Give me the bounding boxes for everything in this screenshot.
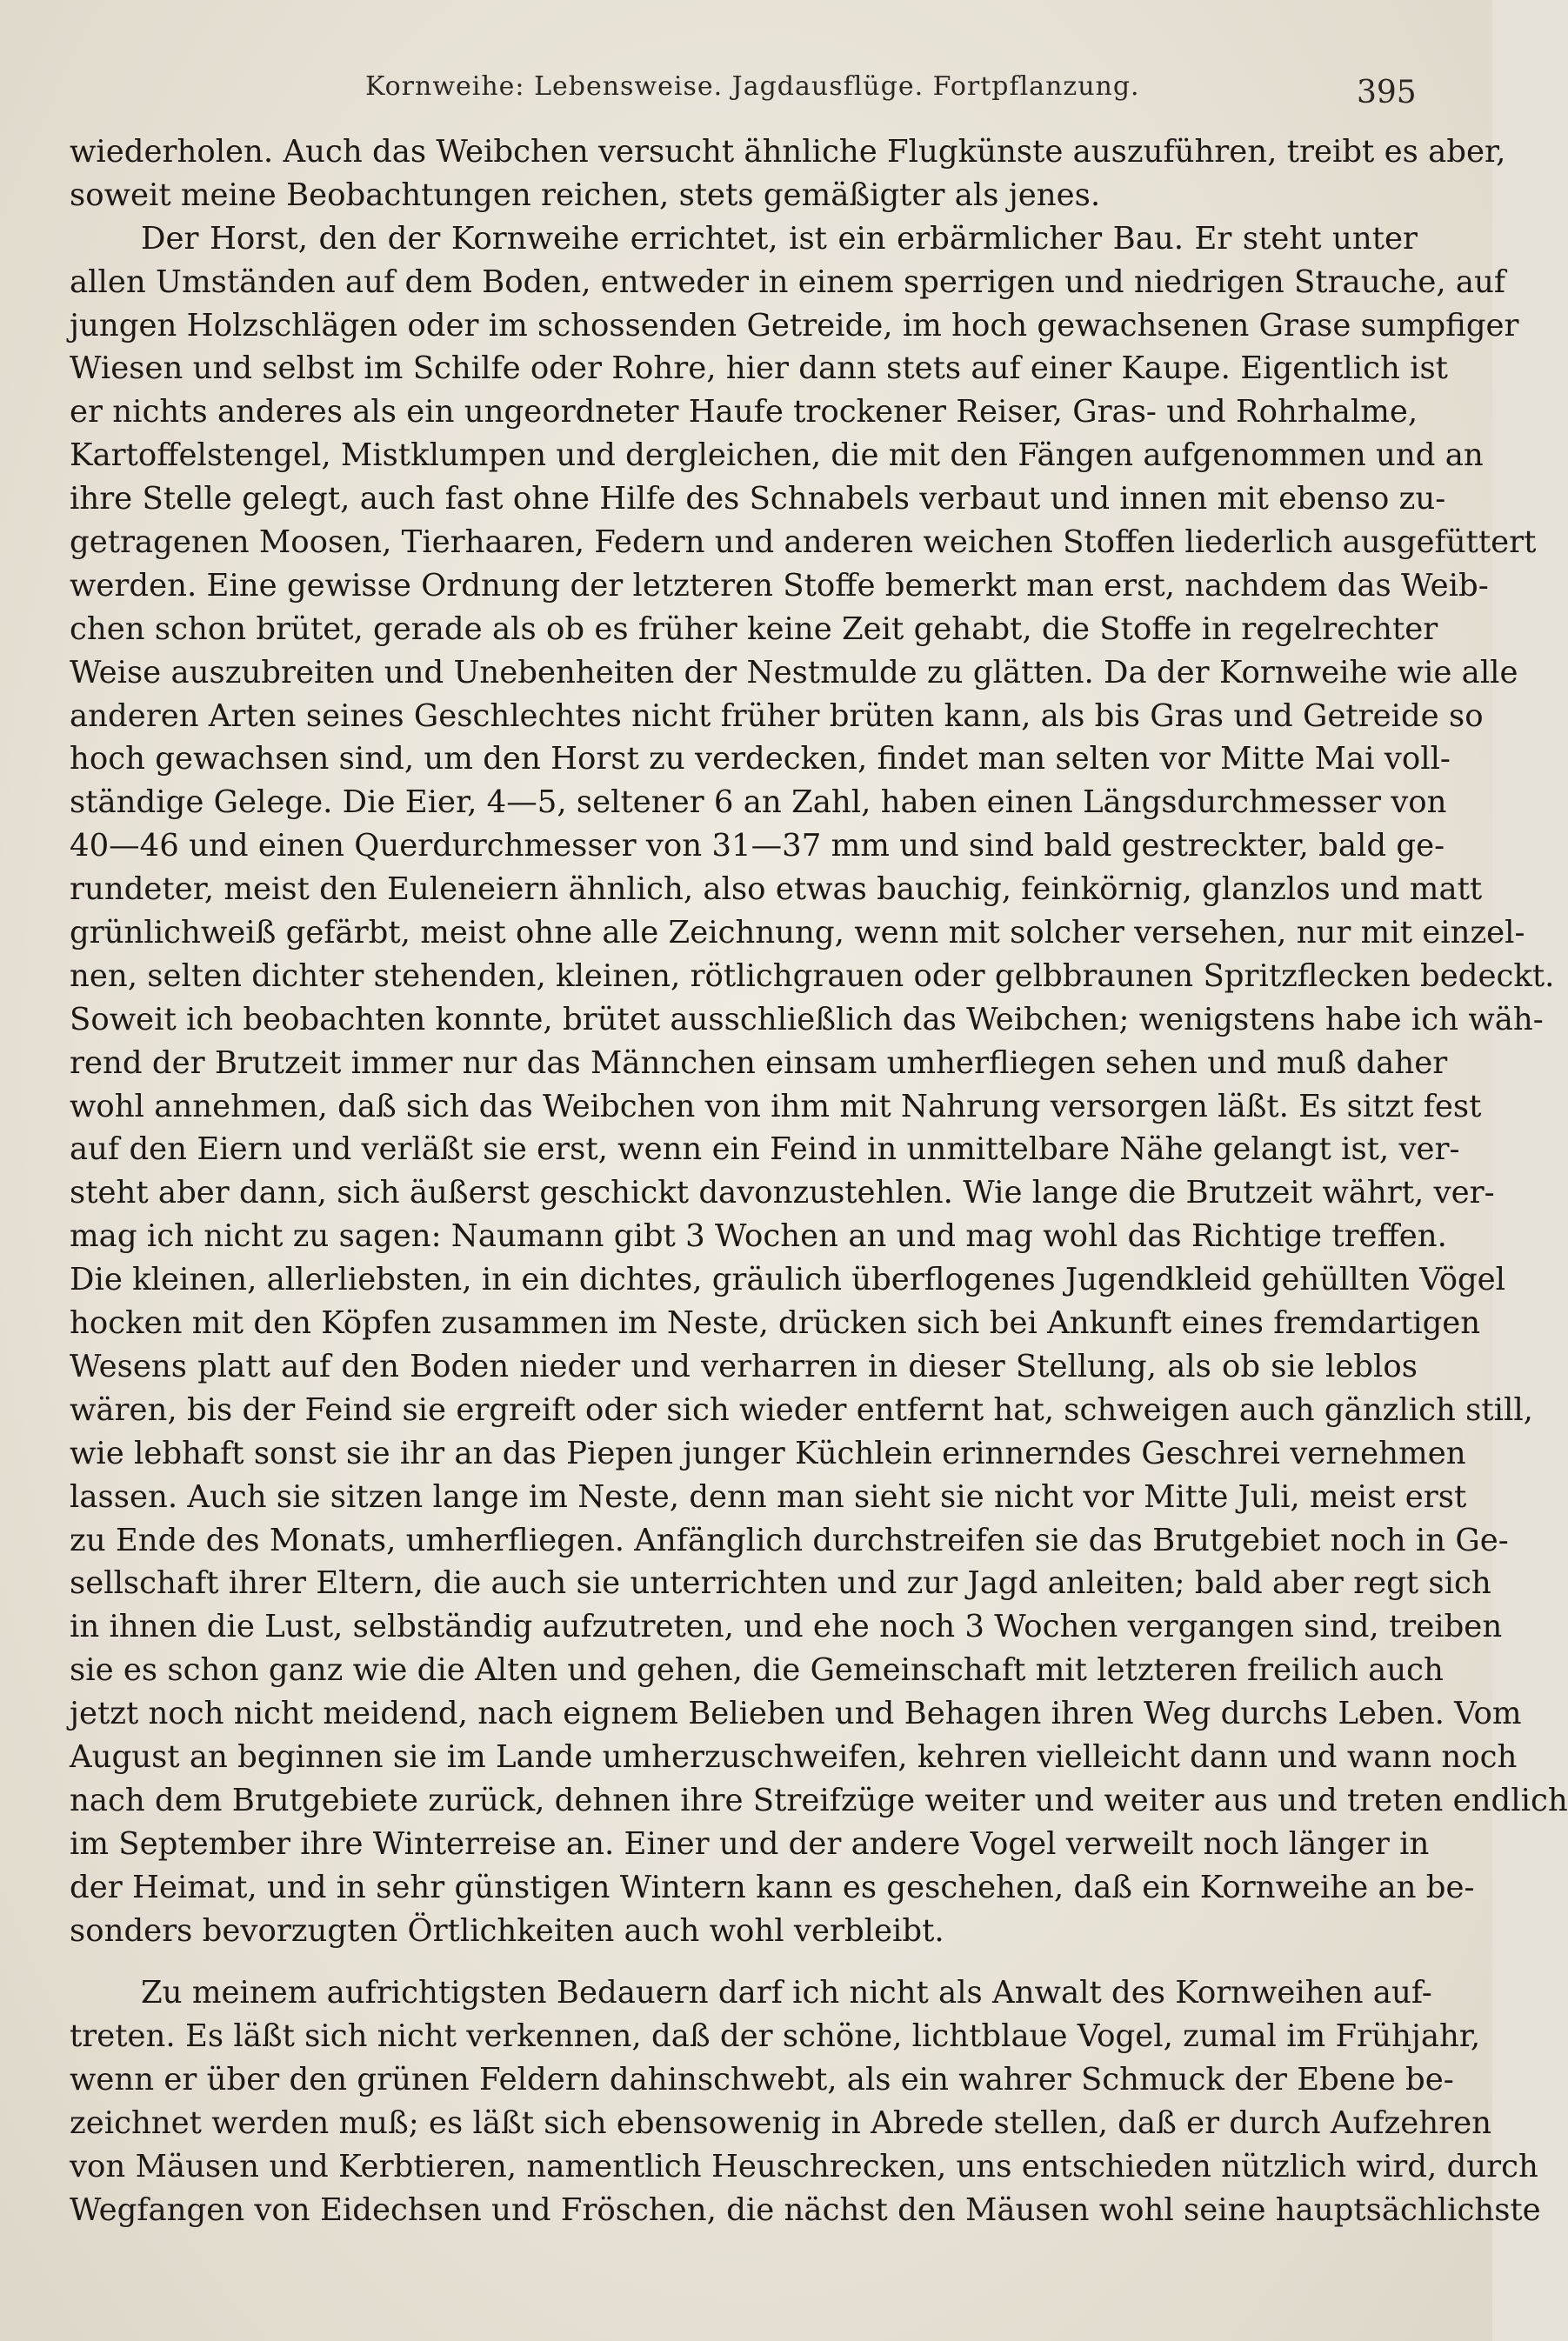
paragraph: [70, 1971, 1541, 2231]
text-line: getragenen Moosen, Tierhaaren, Federn und anderen weichen Stoffen liederlich ausgefüttert: [70, 524, 1537, 561]
text-line: Wesens platt auf den Boden nieder und verharren in dieser Stellung, als ob sie leblos: [70, 1348, 1418, 1384]
page-number: 395: [1357, 75, 1417, 110]
text-line: rend der Brutzeit immer nur das Männchen einsam umherfliegen sehen und muß daher: [70, 1044, 1448, 1081]
text-line: jungen Holzschlägen oder im schossenden Getreide, im hoch gewachsenen Grase sumpfiger: [70, 307, 1519, 343]
text-line: sonders bevorzugten Örtlichkeiten auch wohl verbleibt.: [70, 1912, 944, 1949]
text-line: mag ich nicht zu sagen: Naumann gibt 3 Wochen an und mag wohl das Richtige treffen.: [70, 1218, 1447, 1255]
text-line: auf den Eiern und verläßt sie erst, wenn ein Feind in unmittelbare Nähe gelangt ist, ver-: [70, 1131, 1460, 1168]
paragraph-gap: [70, 1952, 1418, 1971]
text-line: zu Ende des Monats, umherfliegen. Anfänglich durchstreifen sie das Brutgebiet noch in Ge-: [70, 1522, 1509, 1558]
text-line: Der Horst, den der Kornweihe errichtet, ist ein erbärmlicher Bau. Er steht unter: [141, 220, 1418, 257]
text-line: Die kleinen, allerliebsten, in ein dichtes, gräulich überflogenes Jugendkleid gehüllten Vögel: [70, 1262, 1506, 1298]
text-line: allen Umständen auf dem Boden, entweder in einem sperrigen und niedrigen Strauche, auf: [70, 263, 1506, 300]
text-line: der Heimat, und in sehr günstigen Wintern kann es geschehen, daß ein Kornweihe an be-: [70, 1869, 1475, 1905]
text-line: werden. Eine gewisse Ordnung der letzteren Stoffe bemerkt man erst, nachdem das Weib-: [70, 567, 1489, 604]
text-line: wie lebhaft sonst sie ihr an das Piepen junger Küchlein erinnerndes Geschrei vernehmen: [70, 1435, 1466, 1471]
text-line: im September ihre Winterreise an. Einer und der andere Vogel verweilt noch länger in: [70, 1825, 1430, 1862]
text-line: soweit meine Beobachtungen reichen, stets gemäßigter als jenes.: [70, 177, 1101, 213]
text-line: Wegfangen von Eidechsen und Fröschen, die nächst den Mäusen wohl seine hauptsächlichste: [70, 2191, 1541, 2228]
text-line: in ihnen die Lust, selbständig aufzutreten, und ehe noch 3 Wochen vergangen sind, treiben: [70, 1609, 1503, 1645]
text-line: jetzt noch nicht meidend, nach eignem Belieben und Behagen ihren Weg durchs Leben. Vom: [70, 1696, 1522, 1732]
text-line: lassen. Auch sie sitzen lange im Neste, denn man sieht sie nicht vor Mitte Juli, meist erst: [70, 1478, 1467, 1515]
paragraph: [70, 130, 1506, 217]
text-line: August an beginnen sie im Lande umherzuschweifen, kehren vielleicht dann und wann noch: [70, 1738, 1518, 1775]
text-line: Wiesen und selbst im Schilfe oder Rohre, hier dann stets auf einer Kaupe. Eigentlich ist: [70, 350, 1448, 387]
running-title: Kornweihe: Lebensweise. Jagdausflüge. Fortpflanzung.: [365, 71, 1140, 102]
text-line: Kartoffelstengel, Mistklumpen und dergleichen, die mit den Fängen aufgenommen und an: [70, 437, 1484, 474]
text-line: ständige Gelege. Die Eier, 4—5, seltener 6 an Zahl, haben einen Längsdurchmesser von: [70, 784, 1447, 821]
text-line: von Mäusen und Kerbtieren, namentlich Heuschrecken, uns entschieden nützlich wird, durch: [70, 2148, 1538, 2184]
text-line: nach dem Brutgebiete zurück, dehnen ihre Streifzüge weiter und weiter aus und treten endlich: [70, 1782, 1568, 1818]
paragraph: [70, 217, 1568, 1953]
text-line: grünlichweiß gefärbt, meist ohne alle Zeichnung, wenn mit solcher versehen, nur mit einzel-: [70, 915, 1525, 951]
text-line: wären, bis der Feind sie ergreift oder sich wieder entfernt hat, schweigen auch gänzlich still,: [70, 1391, 1533, 1428]
text-line: nen, selten dichter stehenden, kleinen, rötlichgrauen oder gelbbraunen Spritzflecken bedeckt.: [70, 957, 1555, 994]
text-line: Weise auszubreiten und Unebenheiten der Nestmulde zu glätten. Da der Kornweihe wie alle: [70, 654, 1518, 690]
text-line: wiederholen. Auch das Weibchen versucht ähnliche Flugkünste auszuführen, treibt es aber,: [70, 134, 1506, 170]
text-line: sie es schon ganz wie die Alten und gehen, die Gemeinschaft mit letzteren freilich auch: [70, 1652, 1444, 1689]
text-line: 40—46 und einen Querdurchmesser von 31—37 mm und sind bald gestreckter, bald ge-: [70, 828, 1445, 864]
text-line: treten. Es läßt sich nicht verkennen, daß der schöne, lichtblaue Vogel, zumal im Frühjahr,: [70, 2018, 1481, 2055]
text-line: chen schon brütet, gerade als ob es früher keine Zeit gehabt, die Stoffe in regelrechter: [70, 610, 1438, 647]
text-line: anderen Arten seines Geschlechtes nicht früher brüten kann, als bis Gras und Getreide so: [70, 697, 1484, 734]
body-text: [70, 130, 1568, 2232]
text-line: er nichts anderes als ein ungeordneter Haufe trockener Reiser, Gras- und Rohrhalme,: [70, 394, 1418, 430]
text-line: hocken mit den Köpfen zusammen im Neste, drücken sich bei Ankunft eines fremdartigen: [70, 1305, 1481, 1342]
text-line: wenn er über den grünen Feldern dahinschwebt, als ein wahrer Schmuck der Ebene be-: [70, 2062, 1454, 2098]
text-line: steht aber dann, sich äußerst geschickt davonzustehlen. Wie lange die Brutzeit währt, ver-: [70, 1175, 1495, 1211]
text-line: hoch gewachsen sind, um den Horst zu verdecken, findet man selten vor Mitte Mai voll-: [70, 741, 1451, 777]
text-line: Soweit ich beobachten konnte, brütet ausschließlich das Weibchen; wenigstens habe ich wäh-: [70, 1001, 1544, 1037]
text-line: sellschaft ihrer Eltern, die auch sie unterrichten und zur Jagd anleiten; bald aber regt sich: [70, 1565, 1491, 1602]
text-line: zeichnet werden muß; es läßt sich ebensowenig in Abrede stellen, daß er durch Aufzehren: [70, 2105, 1491, 2142]
text-line: ihre Stelle gelegt, auch fast ohne Hilfe des Schnabels verbaut und innen mit ebenso zu-: [70, 481, 1446, 517]
text-line: Zu meinem aufrichtigsten Bedauern darf ich nicht als Anwalt des Kornweihen auf-: [141, 1975, 1432, 2011]
text-line: wohl annehmen, daß sich das Weibchen von ihm mit Nahrung versorgen läßt. Es sitzt fest: [70, 1088, 1482, 1124]
text-line: rundeter, meist den Euleneiern ähnlich, also etwas bauchig, feinkörnig, glanzlos und matt: [70, 871, 1483, 908]
